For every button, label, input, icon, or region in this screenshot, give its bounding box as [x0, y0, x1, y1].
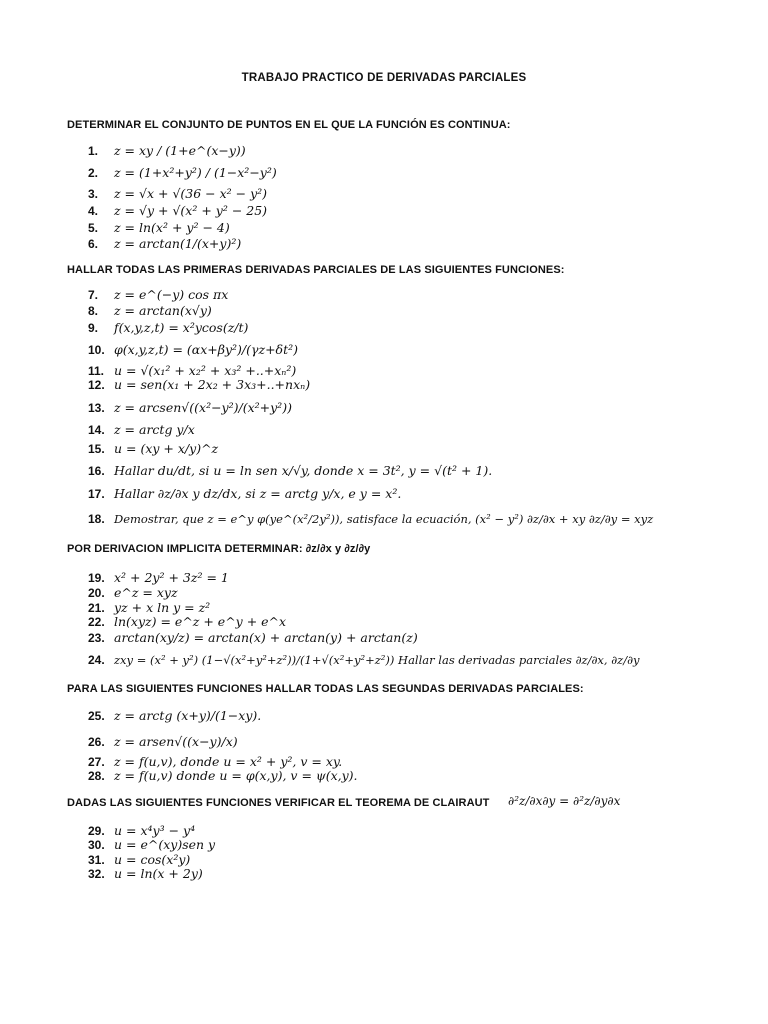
exercise-11 — [88, 363, 296, 378]
exercise-number: 18. — [88, 512, 105, 526]
exercise-8 — [88, 303, 212, 318]
exercise-number: 12. — [88, 378, 105, 392]
section-heading: DADAS LAS SIGUIENTES FUNCIONES VERIFICAR EL TEOREMA DE CLAIRAUT — [67, 797, 490, 809]
exercise-number: 27. — [88, 755, 105, 769]
exercise-expression: z = arcsen√((x²−y²)/(x²+y²)) — [114, 400, 292, 415]
exercise-5 — [88, 220, 230, 235]
exercise-expression: u = (xy + x/y)^z — [114, 441, 219, 456]
exercise-23 — [88, 630, 418, 645]
exercise-expression: yz + x ln y = z² — [114, 600, 211, 615]
exercise-32 — [88, 866, 203, 881]
exercise-9 — [88, 320, 248, 335]
exercise-21 — [88, 600, 210, 615]
exercise-4 — [88, 203, 267, 218]
exercise-expression: z = arctan(1/(x+y)²) — [114, 236, 242, 251]
exercise-number: 25. — [88, 709, 105, 723]
exercise-expression: u = cos(x²y) — [114, 852, 191, 867]
exercise-number: 19. — [88, 571, 105, 585]
exercise-expression: u = x⁴y³ − y⁴ — [114, 823, 196, 838]
exercise-number: 3. — [88, 187, 99, 201]
exercise-31 — [88, 852, 190, 867]
exercise-expression: z = arsen√((x−y)/x) — [114, 734, 238, 749]
exercise-29 — [88, 823, 195, 838]
exercise-number: 24. — [88, 653, 105, 667]
exercise-28 — [88, 768, 358, 783]
exercise-13 — [88, 400, 292, 415]
exercise-expression: φ(x,y,z,t) = (αx+βy²)/(γz+δt²) — [114, 342, 298, 357]
exercise-expression: z = (1+x²+y²) / (1−x²−y²) — [114, 165, 277, 180]
exercise-number: 7. — [88, 288, 99, 302]
section-heading: HALLAR TODAS LAS PRIMERAS DERIVADAS PARCIALES DE LAS SIGUIENTES FUNCIONES: — [67, 264, 565, 276]
exercise-18 — [88, 512, 653, 526]
exercise-expression: Hallar ∂z/∂x y dz/dx, si z = arctg y/x, e y = x². — [114, 486, 402, 501]
exercise-20 — [88, 585, 178, 600]
exercise-number: 10. — [88, 343, 105, 357]
exercise-number: 4. — [88, 204, 99, 218]
exercise-26 — [88, 734, 238, 749]
exercise-expression: ln(xyz) = e^z + e^y + e^x — [114, 614, 287, 629]
exercise-number: 8. — [88, 304, 99, 318]
exercise-number: 5. — [88, 221, 99, 235]
section-heading: DETERMINAR EL CONJUNTO DE PUNTOS EN EL QUE LA FUNCIÓN ES CONTINUA: — [67, 119, 511, 131]
exercise-27 — [88, 754, 342, 769]
exercise-expression: z = e^(−y) cos πx — [114, 287, 229, 302]
exercise-number: 15. — [88, 442, 105, 456]
exercise-number: 6. — [88, 237, 99, 251]
exercise-19 — [88, 570, 229, 585]
exercise-number: 31. — [88, 853, 105, 867]
exercise-expression: u = e^(xy)sen y — [114, 837, 216, 852]
exercise-12 — [88, 377, 310, 392]
section-heading: POR DERIVACION IMPLICITA DETERMINAR: ∂z/∂x y ∂z/∂y — [67, 543, 371, 555]
exercise-number: 11. — [88, 364, 105, 378]
exercise-number: 14. — [88, 423, 105, 437]
exercise-number: 9. — [88, 321, 99, 335]
exercise-number: 21. — [88, 601, 105, 615]
exercise-17 — [88, 486, 401, 501]
clairaut-equation: ∂²z/∂x∂y = ∂²z/∂y∂x — [508, 794, 621, 808]
exercise-1 — [88, 143, 246, 158]
exercise-expression: e^z = xyz — [114, 585, 178, 600]
exercise-expression: arctan(xy/z) = arctan(x) + arctan(y) + arctan(z) — [114, 630, 418, 645]
exercise-16 — [88, 463, 492, 478]
exercise-expression: z = √x + √(36 − x² − y²) — [114, 186, 268, 201]
exercise-expression: z = arctg (x+y)/(1−xy). — [114, 708, 262, 723]
exercise-expression: z = arctan(x√y) — [114, 303, 212, 318]
exercise-number: 30. — [88, 838, 105, 852]
exercise-number: 32. — [88, 867, 105, 881]
exercise-expression: u = sen(x₁ + 2x₂ + 3x₃+..+nxₙ) — [114, 377, 311, 392]
exercise-expression: z = f(u,v) donde u = φ(x,y), v = ψ(x,y). — [114, 768, 358, 783]
exercise-expression: z = f(u,v), donde u = x² + y², v = xy. — [114, 754, 343, 769]
exercise-15 — [88, 441, 218, 456]
exercise-expression: z = xy / (1+e^(x−y)) — [114, 143, 246, 158]
exercise-number: 2. — [88, 166, 99, 180]
exercise-expression: x² + 2y² + 3z² = 1 — [114, 570, 229, 585]
exercise-14 — [88, 422, 195, 437]
exercise-expression: Demostrar, que z = e^y φ(ye^(x²/2y²)), satisface la ecuación, (x² − y²) ∂z/∂x + xy ∂z/∂y = xyz — [114, 512, 654, 526]
exercise-expression: z = arctg y/x — [114, 422, 195, 437]
exercise-7 — [88, 287, 228, 302]
page-title: TRABAJO PRACTICO DE DERIVADAS PARCIALES — [241, 72, 527, 84]
exercise-24 — [88, 653, 640, 667]
exercise-30 — [88, 837, 215, 852]
exercise-number: 23. — [88, 631, 105, 645]
exercise-number: 1. — [88, 144, 99, 158]
exercise-10 — [88, 342, 298, 357]
exercise-6 — [88, 236, 241, 251]
section-heading: PARA LAS SIGUIENTES FUNCIONES HALLAR TODAS LAS SEGUNDAS DERIVADAS PARCIALES: — [67, 683, 584, 695]
exercise-number: 29. — [88, 824, 105, 838]
exercise-number: 22. — [88, 615, 105, 629]
exercise-number: 17. — [88, 487, 105, 501]
exercise-expression: zxy = (x² + y²) (1−√(x²+y²+z²))/(1+√(x²+y²+z²)) Hallar las derivadas parciales ∂z/∂x, ∂z/∂y — [114, 653, 640, 667]
exercise-number: 13. — [88, 401, 105, 415]
exercise-expression: f(x,y,z,t) = x²ycos(z/t) — [114, 320, 249, 335]
exercise-number: 20. — [88, 586, 105, 600]
exercise-number: 16. — [88, 464, 105, 478]
exercise-number: 28. — [88, 769, 105, 783]
exercise-expression: z = ln(x² + y² − 4) — [114, 220, 230, 235]
exercise-25 — [88, 708, 261, 723]
exercise-3 — [88, 186, 267, 201]
exercise-22 — [88, 614, 286, 629]
exercise-2 — [88, 165, 277, 180]
exercise-number: 26. — [88, 735, 105, 749]
exercise-expression: u = ln(x + 2y) — [114, 866, 203, 881]
exercise-expression: Hallar du/dt, si u = ln sen x/√y, donde x = 3t², y = √(t² + 1). — [114, 463, 493, 478]
exercise-expression: z = √y + √(x² + y² − 25) — [114, 203, 268, 218]
exercise-expression: u = √(x₁² + x₂² + x₃² +..+xₙ²) — [114, 363, 297, 378]
